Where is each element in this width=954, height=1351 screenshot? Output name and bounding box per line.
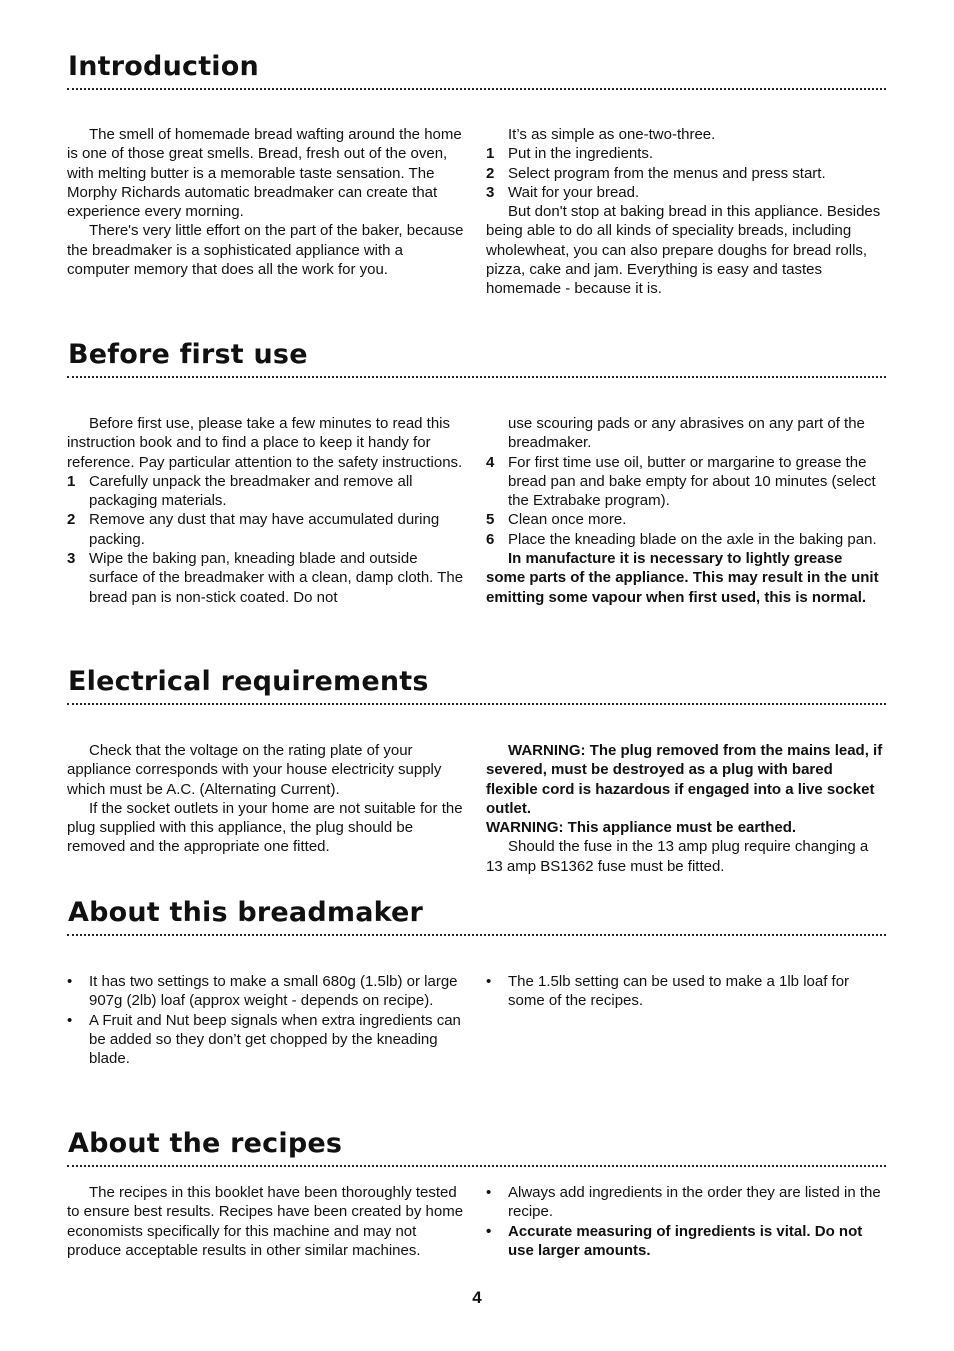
bullet-icon: • (486, 973, 492, 990)
section-introduction (67, 50, 886, 298)
step-text: For first time use oil, butter or margarine to grease the bread pan and bake empty for about 10 minutes (select the Extrabake program). (508, 453, 876, 510)
list-item (486, 972, 884, 1011)
step-text: Put in the ingredients. (508, 145, 654, 163)
dotted-divider (67, 1165, 886, 1167)
about-left-column (67, 972, 465, 1068)
intro-right-column (486, 125, 884, 299)
electrical-paragraph: If the socket outlets in your home are not suitable for the plug supplied with this appliance, the plug should be removed and the appropriate one fitted. (67, 799, 463, 856)
bullet-icon: • (67, 1011, 73, 1029)
step-number: 1 (486, 145, 495, 163)
section-about-recipes (67, 1127, 886, 1259)
dotted-divider (67, 376, 886, 378)
section-electrical-requirements (67, 665, 886, 875)
before-paragraph: Before first use, please take a few minutes to read this instruction book and to find a place to keep it handy for reference. Pay particular attention to the safety instructions. (67, 415, 463, 471)
list-item (486, 510, 884, 529)
bullet-icon: • (67, 973, 73, 990)
step-text: Select program from the menus and press start. (508, 164, 826, 182)
recipes-paragraph: The recipes in this booklet have been thoroughly tested to ensure best results. Recipes have been created by home economists specifically for this machine and may not produce acceptable results in other similar machines. (67, 1184, 464, 1259)
step-number: 2 (67, 511, 76, 529)
list-item (486, 183, 884, 202)
intro-paragraph: But don't stop at baking bread in this appliance. Besides being able to do all kinds of speciality breads, including wholewheat, you can also prepare doughs for bread rolls, pizza, cake and jam. Everything is easy and tastes homemade - because it is. (486, 203, 881, 298)
electrical-paragraph: Check that the voltage on the rating plate of your appliance corresponds with your house electricity supply which must be A.C. (Alternating Current). (67, 742, 442, 798)
warning-plug: WARNING: The plug removed from the mains lead, if severed, must be destroyed as a plug with bared flexible cord is hazardous if engaged into a live socket outlet. (486, 742, 883, 817)
step-text: Remove any dust that may have accumulated during packing. (89, 511, 440, 548)
step-continuation: use scouring pads or any abrasives on any part of the breadmaker. (508, 415, 865, 452)
bullet-text: The 1.5lb setting can be used to make a 1lb loaf for some of the recipes. (508, 973, 850, 1010)
intro-left-column (67, 125, 465, 279)
list-item (67, 472, 465, 511)
step-number: 1 (67, 472, 76, 490)
page-number: 4 (472, 1288, 482, 1307)
heading-introduction: Introduction (68, 51, 259, 82)
about-right-column (486, 972, 884, 1011)
step-number: 3 (67, 550, 76, 568)
step-number: 5 (486, 511, 495, 529)
dotted-divider (67, 88, 886, 90)
intro-lead: It’s as simple as one-two-three. (508, 126, 716, 143)
fuse-paragraph: Should the fuse in the 13 amp plug require changing a 13 amp BS1362 fuse must be fitted. (486, 838, 869, 875)
section-about-breadmaker (67, 896, 886, 1068)
step-text: Clean once more. (508, 511, 627, 529)
step-text: Place the kneading blade on the axle in the baking pan. (508, 530, 877, 548)
bullet-text: Accurate measuring of ingredients is vital. Do not use larger amounts. (508, 1222, 863, 1259)
list-item (67, 1011, 465, 1069)
recipes-right-column (486, 1183, 884, 1260)
bullet-text: Always add ingredients in the order they are listed in the recipe. (508, 1184, 881, 1221)
list-item (486, 1183, 884, 1222)
bullet-icon: • (486, 1184, 492, 1201)
list-item (67, 549, 465, 607)
electrical-right-column (486, 741, 884, 876)
heading-about-breadmaker: About this breadmaker (68, 897, 424, 928)
list-item (486, 530, 884, 549)
section-before-first-use (67, 338, 886, 606)
step-text: Wait for your bread. (508, 183, 640, 201)
bullet-text: A Fruit and Nut beep signals when extra ingredients can be added so they don’t get chopped by the kneading blade. (89, 1011, 461, 1068)
heading-before-first-use: Before first use (68, 339, 308, 370)
before-right-column (486, 414, 884, 607)
warning-earthed: WARNING: This appliance must be earthed. (486, 819, 797, 837)
list-item (67, 510, 465, 549)
step-number: 2 (486, 164, 495, 182)
list-item (486, 453, 884, 511)
heading-about-recipes: About the recipes (68, 1128, 343, 1159)
list-item (486, 1222, 884, 1261)
dotted-divider (67, 934, 886, 936)
step-text: Carefully unpack the breadmaker and remove all packaging materials. (89, 472, 413, 510)
list-item (486, 164, 884, 183)
intro-paragraph: The smell of homemade bread wafting around the home is one of those great smells. Bread, fresh out of the oven, with melting butter is a memorable taste sensation. The Morphy Richards automatic breadmaker can create that experience every morning. (67, 126, 462, 221)
step-number: 6 (486, 530, 495, 548)
intro-paragraph: There's very little effort on the part of the baker, because the breadmaker is a sophisticated appliance with a computer memory that does all the work for you. (67, 222, 464, 279)
list-item (67, 972, 465, 1011)
list-item (486, 144, 884, 163)
dotted-divider (67, 703, 886, 705)
step-number: 3 (486, 183, 495, 201)
step-text: Wipe the baking pan, kneading blade and outside surface of the breadmaker with a clean, damp cloth. The bread pan is non-stick coated. Do not (89, 550, 464, 606)
step-number: 4 (486, 453, 495, 471)
manufacture-note: In manufacture it is necessary to lightly grease some parts of the appliance. This may result in the unit emitting some vapour when first used, this is normal. (486, 550, 879, 606)
bullet-text: It has two settings to make a small 680g (1.5lb) or large 907g (2lb) loaf (approx weight - depends on recipe). (89, 973, 458, 1010)
before-left-column (67, 414, 465, 607)
heading-electrical-requirements: Electrical requirements (68, 666, 429, 697)
recipes-left-column (67, 1183, 465, 1260)
bullet-icon: • (486, 1222, 492, 1240)
electrical-left-column (67, 741, 465, 857)
